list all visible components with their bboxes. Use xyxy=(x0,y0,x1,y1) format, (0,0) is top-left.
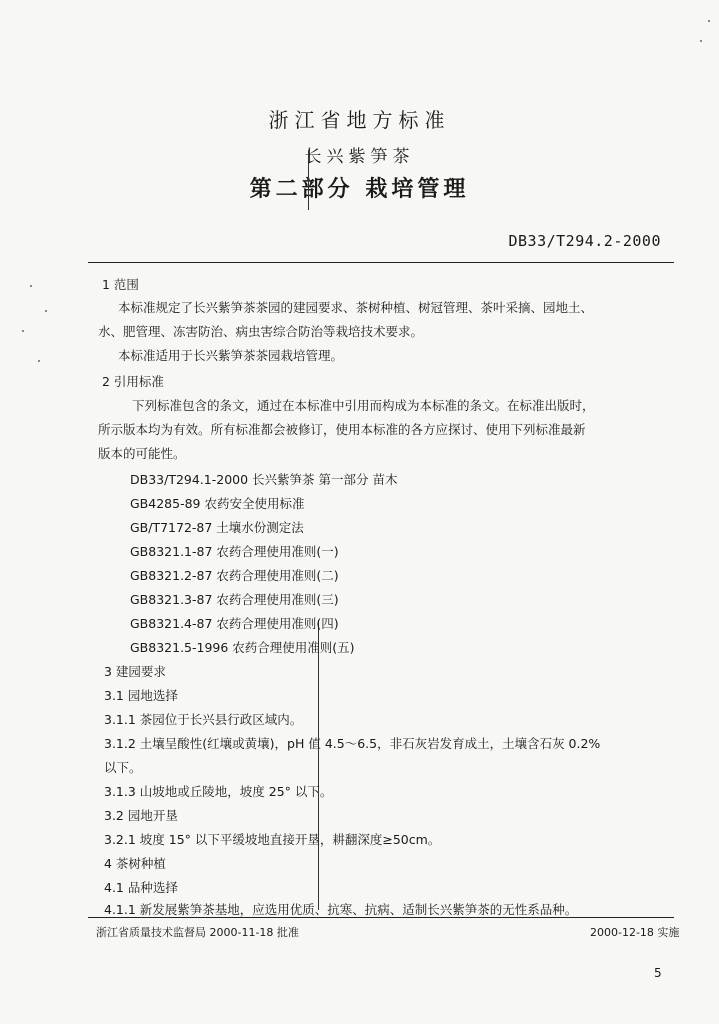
reference-item: GB8321.1-87 农药合理使用准则(一) xyxy=(130,544,339,559)
subsection-3-1: 3.1 园地选择 xyxy=(104,688,178,703)
scan-fold-line-lower xyxy=(318,620,319,910)
section-2-paragraph-line: 所示版本均为有效。所有标准都会被修订，使用本标准的各方应探讨、使用下列标准最新 xyxy=(98,422,586,437)
section-4-heading: 4 茶树种植 xyxy=(104,856,166,871)
scan-speck xyxy=(22,330,24,332)
reference-item: GB8321.4-87 农药合理使用准则(四) xyxy=(130,616,339,631)
scan-fold-line xyxy=(308,150,309,210)
scan-speck xyxy=(700,40,702,42)
subsection-3-2: 3.2 园地开垦 xyxy=(104,808,178,823)
section-3-heading: 3 建园要求 xyxy=(104,664,166,679)
clause-3-1-2-cont: 以下。 xyxy=(104,760,142,775)
clause-3-1-1: 3.1.1 茶园位于长兴县行政区域内。 xyxy=(104,712,303,727)
scan-speck xyxy=(45,310,47,312)
reference-item: GB8321.5-1996 农药合理使用准则(五) xyxy=(130,640,355,655)
approval-note: 浙江省质量技术监督局 2000-11-18 批准 xyxy=(96,926,299,939)
product-title: 长兴紫笋茶 xyxy=(304,147,415,167)
clause-4-1-1: 4.1.1 新发展紫笋茶基地，应选用优质、抗寒、抗病、适制长兴紫笋茶的无性系品种。 xyxy=(104,902,578,917)
section-2-heading: 2 引用标准 xyxy=(102,374,164,389)
scan-speck xyxy=(708,20,710,22)
part-title: 第二部分 栽培管理 xyxy=(249,176,470,202)
page-number: 5 xyxy=(654,966,662,980)
reference-item: GB4285-89 农药安全使用标准 xyxy=(130,496,305,511)
clause-3-1-2: 3.1.2 土壤呈酸性(红壤或黄壤)，pH 值 4.5～6.5，非石灰岩发育成土，土壤含石灰 0.2% xyxy=(104,736,601,751)
section-1-paragraph-2: 本标准适用于长兴紫笋茶茶园栽培管理。 xyxy=(118,348,344,363)
subsection-4-1: 4.1 品种选择 xyxy=(104,880,178,895)
section-2-paragraph-line: 下列标准包含的条文，通过在本标准中引用而构成为本标准的条文。在标准出版时， xyxy=(132,398,595,413)
reference-item: GB8321.2-87 农药合理使用准则(二) xyxy=(130,568,339,583)
scan-speck xyxy=(30,285,32,287)
standard-code: DB33/T294.2-2000 xyxy=(508,232,661,250)
clause-3-2-1: 3.2.1 坡度 15° 以下平缓坡地直接开垦，耕翻深度≥50cm。 xyxy=(104,832,441,847)
bottom-rule xyxy=(88,917,674,918)
section-1-paragraph-line: 水、肥管理、冻害防治、病虫害综合防治等栽培技术要求。 xyxy=(98,324,424,339)
reference-item: GB8321.3-87 农药合理使用准则(三) xyxy=(130,592,339,607)
standard-type-title: 浙江省地方标准 xyxy=(268,108,451,132)
top-rule xyxy=(88,262,674,263)
section-1-paragraph-line: 本标准规定了长兴紫笋茶茶园的建园要求、茶树种植、树冠管理、茶叶采摘、园地土、 xyxy=(118,300,594,315)
scan-speck xyxy=(38,360,40,362)
section-2-paragraph-line: 版本的可能性。 xyxy=(98,446,186,461)
reference-item: DB33/T294.1-2000 长兴紫笋茶 第一部分 苗木 xyxy=(130,472,398,487)
section-1-heading: 1 范围 xyxy=(102,277,139,292)
effective-date: 2000-12-18 实施 xyxy=(590,926,680,939)
reference-item: GB/T7172-87 土壤水份测定法 xyxy=(130,520,304,535)
clause-3-1-3: 3.1.3 山坡地或丘陵地，坡度 25° 以下。 xyxy=(104,784,333,799)
